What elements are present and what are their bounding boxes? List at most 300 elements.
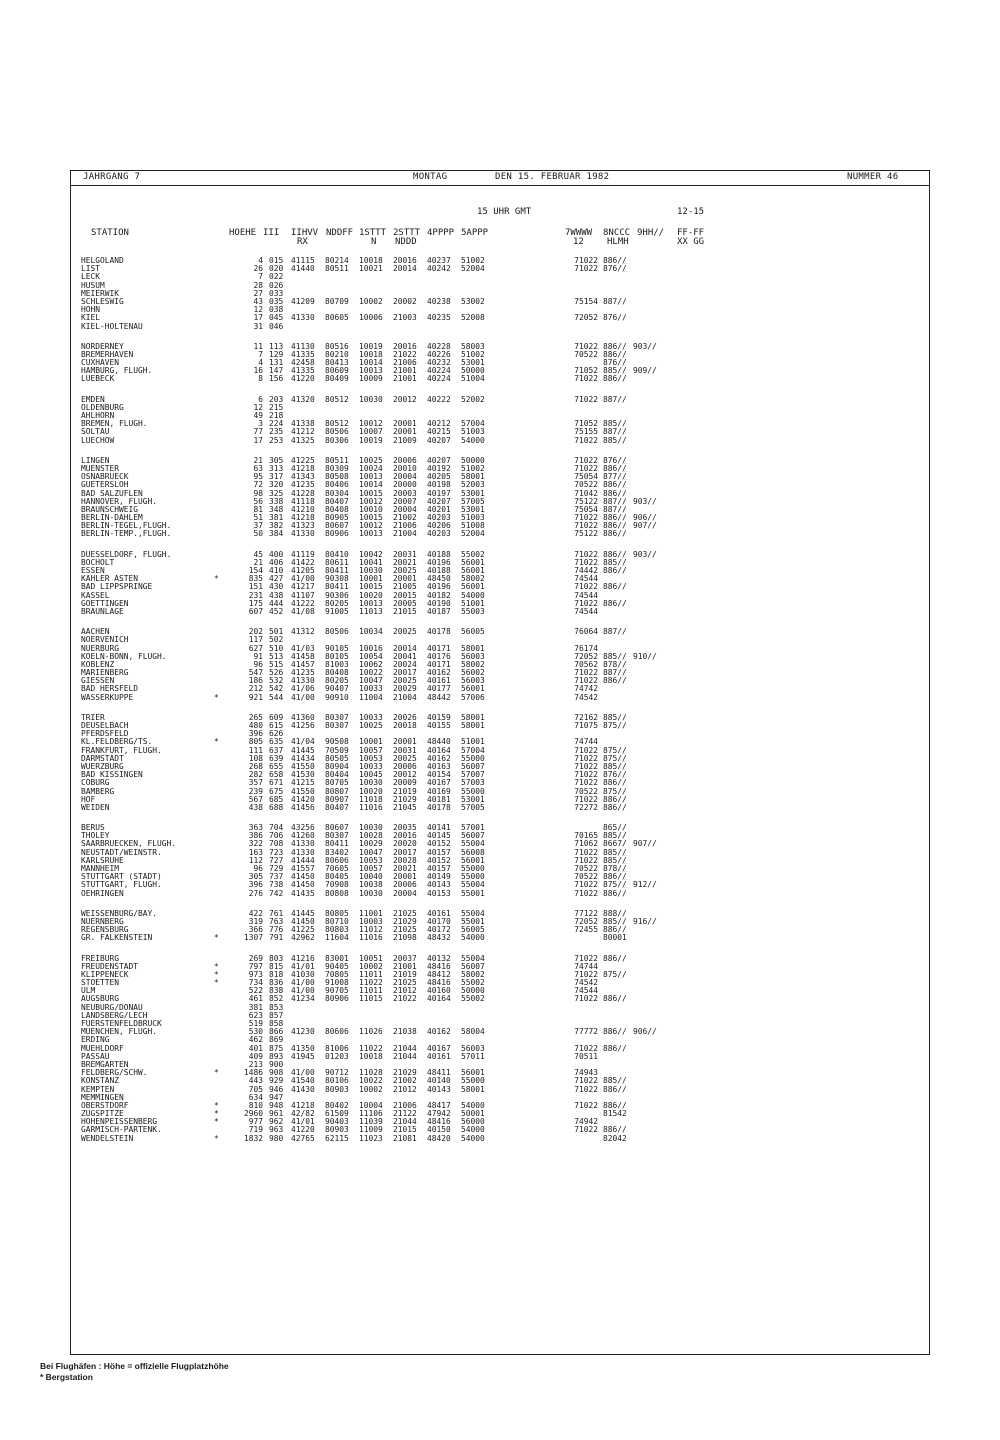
sttt2-value: 20025: [393, 753, 417, 763]
iii-value: 444: [269, 598, 284, 608]
iii-value: 253: [269, 435, 284, 445]
nddff-value: 80506: [325, 427, 349, 437]
mountain-station-marker: *: [214, 692, 219, 702]
station-name: DUESSELDORF, FLUGH.: [81, 549, 172, 559]
hoehe-value: 81: [253, 504, 263, 514]
station-name: BERLIN-TEMP.,FLUGH.: [81, 529, 172, 539]
pppp4-value: 40160: [427, 986, 451, 996]
iii-value: 635: [269, 737, 284, 747]
iihvv-value: 41234: [291, 994, 315, 1004]
iii-value: 502: [269, 635, 284, 645]
iii-value: 131: [269, 358, 284, 368]
pppp4-value: 40157: [427, 864, 451, 873]
iii-value: 685: [269, 794, 284, 804]
appp5-value: 58003: [461, 341, 485, 351]
sttt1-value: 11001: [359, 908, 383, 918]
hoehe-value: 239: [248, 786, 263, 796]
period-range: 12-15: [677, 207, 705, 217]
pppp4-value: 40152: [427, 839, 451, 849]
pppp4-value: 40224: [427, 374, 451, 384]
pppp4-value: 40176: [427, 651, 451, 661]
station-name: BREMERHAVEN: [81, 349, 134, 359]
iihvv-value: 41217: [291, 582, 315, 592]
station-name: GOETTINGEN: [81, 598, 129, 608]
appp5-value: 52004: [461, 264, 485, 274]
appp5-value: 58001: [461, 721, 485, 730]
hoehe-value: 154: [248, 566, 263, 575]
wwww7-value: 74942: [574, 1117, 598, 1127]
wwww7-value: 77772: [574, 1027, 598, 1037]
pppp4-value: 40152: [427, 855, 451, 865]
nddff-value: 01203: [325, 1051, 349, 1061]
hoehe-value: 96: [253, 864, 263, 873]
station-name: LECK: [81, 272, 101, 282]
hoehe-value: 519: [248, 1019, 263, 1028]
nccc8-value: 887//: [603, 668, 627, 678]
station-name: NORDERNEY: [81, 341, 124, 351]
nccc8-value: 887//: [603, 504, 627, 514]
station-table: [81, 257, 921, 1143]
sttt2-value: 20016: [393, 341, 417, 351]
sttt1-value: 10022: [359, 1076, 383, 1086]
station-name: AUGSBURG: [81, 994, 120, 1004]
header-ff-sub: XX GG: [677, 237, 705, 247]
iihvv-value: 41335: [291, 366, 315, 376]
pppp4-value: 40169: [427, 786, 451, 796]
sttt2-value: 21022: [393, 349, 417, 359]
table-row: [81, 849, 921, 857]
appp5-value: 56001: [461, 566, 485, 575]
hoehe-value: 56: [253, 496, 263, 506]
wwww7-value: 71022: [574, 770, 598, 780]
nddff-value: 80511: [325, 455, 349, 465]
pppp4-value: 48432: [427, 933, 451, 943]
sttt2-value: 20017: [393, 847, 417, 857]
iii-value: 348: [269, 504, 284, 514]
sttt2-value: 20029: [393, 684, 417, 694]
nccc8-value: 876//: [603, 358, 627, 368]
appp5-value: 57007: [461, 770, 485, 780]
table-row: [81, 457, 921, 465]
iii-value: 639: [269, 753, 284, 763]
iihvv-value: 41218: [291, 513, 315, 523]
table-row: [81, 1126, 921, 1134]
wwww7-value: 70165: [574, 831, 598, 841]
pppp4-value: 48440: [427, 737, 451, 747]
nddff-value: 80906: [325, 994, 349, 1004]
sttt2-value: 21019: [393, 969, 417, 979]
appp5-value: 56003: [461, 676, 485, 686]
nccc8-value: 885//: [603, 855, 627, 865]
table-row: [81, 628, 921, 636]
sttt1-value: 10047: [359, 676, 383, 686]
nccc8-value: 875//: [603, 880, 627, 890]
appp5-value: 54000: [461, 1100, 485, 1110]
iii-value: 015: [269, 256, 284, 265]
pppp4-value: 40207: [427, 455, 451, 465]
pppp4-value: 40177: [427, 684, 451, 694]
pppp4-value: 40162: [427, 1027, 451, 1037]
nccc8-value: 885//: [603, 712, 627, 722]
pppp4-value: 48420: [427, 1133, 451, 1143]
sttt1-value: 10033: [359, 684, 383, 694]
pppp4-value: 40188: [427, 549, 451, 559]
iii-value: 729: [269, 864, 284, 873]
nddff-value: 80210: [325, 349, 349, 359]
hoehe-value: 461: [248, 994, 263, 1004]
appp5-value: 55002: [461, 549, 485, 559]
nddff-value: 80907: [325, 794, 349, 804]
table-row: [81, 420, 921, 428]
nccc8-value: 875//: [603, 786, 627, 796]
nddff-value: 80404: [325, 770, 349, 780]
sttt2-value: 20012: [393, 394, 417, 404]
iihvv-value: 41338: [291, 419, 315, 429]
nccc8-value: 886//: [603, 1043, 627, 1053]
station-name: BAD SALZUFLEN: [81, 488, 143, 498]
iihvv-value: 41458: [291, 651, 315, 661]
iihvv-value: 41/01: [291, 1117, 315, 1127]
nddff-value: 80705: [325, 778, 349, 788]
nddff-value: 80307: [325, 831, 349, 841]
footnote-mountain-station: * Bergstation: [40, 1372, 93, 1382]
appp5-value: 55001: [461, 888, 485, 898]
hoehe-value: 77: [253, 427, 263, 437]
station-name: KAHLER ASTEN: [81, 574, 139, 584]
hoehe-value: 522: [248, 986, 263, 996]
hoehe-value: 973: [248, 969, 263, 979]
nddff-value: 90306: [325, 590, 349, 600]
appp5-value: 53001: [461, 794, 485, 804]
pppp4-value: 40192: [427, 463, 451, 473]
station-name: BERLIN-DAHLEM: [81, 513, 143, 523]
iii-value: 655: [269, 761, 284, 771]
sttt1-value: 11013: [359, 606, 383, 616]
nccc8-value: 885//: [603, 847, 627, 857]
sttt2-value: 20021: [393, 557, 417, 567]
hoehe-value: 401: [248, 1043, 263, 1053]
sttt1-value: 10030: [359, 566, 383, 575]
table-row: [81, 257, 921, 265]
iii-value: 875: [269, 1043, 284, 1053]
observation-time: 15 UHR GMT: [477, 207, 532, 217]
wwww7-value: 71022: [574, 676, 598, 686]
header-5appp: 5APPP: [461, 228, 489, 238]
wwww7-value: 71022: [574, 394, 598, 404]
sttt1-value: 10012: [359, 496, 383, 506]
nddff-value: 80408: [325, 504, 349, 514]
iihvv-value: 41445: [291, 908, 315, 918]
appp5-value: 57003: [461, 778, 485, 788]
table-row: [81, 1045, 921, 1053]
station-name: BAMBERG: [81, 786, 115, 796]
nccc8-value: 886//: [603, 582, 627, 592]
nccc8-value: 886//: [603, 256, 627, 265]
pppp4-value: 40141: [427, 823, 451, 833]
table-row: [81, 995, 921, 1003]
table-row: [81, 437, 921, 445]
iihvv-value: 42962: [291, 933, 315, 943]
station-name: ESSEN: [81, 566, 105, 575]
iii-value: 203: [269, 394, 284, 404]
hoehe-value: 276: [248, 888, 263, 898]
table-row: [81, 763, 921, 771]
appp5-value: 56003: [461, 1043, 485, 1053]
wwww7-value: 74542: [574, 692, 598, 702]
appp5-value: 58001: [461, 643, 485, 653]
header-ff: FF-FF: [677, 228, 705, 238]
wwww7-value: 74742: [574, 684, 598, 694]
hoehe-value: 111: [248, 745, 263, 755]
sttt2-value: 21002: [393, 513, 417, 523]
nddff-value: 80606: [325, 1027, 349, 1037]
header-station: STATION: [91, 228, 129, 238]
iihvv-value: 41530: [291, 770, 315, 780]
wwww7-value: 74544: [574, 574, 598, 584]
pppp4-value: 40164: [427, 745, 451, 755]
table-row: [81, 592, 921, 600]
header-9hh: 9HH//: [637, 228, 665, 238]
iihvv-value: 41445: [291, 745, 315, 755]
nccc8-value: 886//: [603, 349, 627, 359]
station-name: THOLEY: [81, 831, 110, 841]
pppp4-value: 48450: [427, 574, 451, 584]
station-name: LIST: [81, 264, 101, 274]
nccc8-value: 886//: [603, 1100, 627, 1110]
nddff-value: 80407: [325, 802, 349, 812]
appp5-value: 56001: [461, 557, 485, 567]
table-row: [81, 600, 921, 608]
nddff-value: 80413: [325, 358, 349, 368]
nccc8-value: 876//: [603, 264, 627, 274]
nddff-value: 90508: [325, 737, 349, 747]
station-name: NUERBURG: [81, 643, 120, 653]
pppp4-value: 40140: [427, 1076, 451, 1086]
nddff-value: 62115: [325, 1133, 349, 1143]
hoehe-value: 366: [248, 925, 263, 935]
nddff-value: 80709: [325, 296, 349, 306]
nccc8-value: 875//: [603, 745, 627, 755]
wwww7-value: 74542: [574, 978, 598, 988]
nccc8-value: 886//: [603, 374, 627, 384]
table-row: [81, 1028, 921, 1036]
nccc8-value: 878//: [603, 864, 627, 873]
wwww7-value: 75154: [574, 296, 598, 306]
sttt2-value: 20026: [393, 712, 417, 722]
wwww7-value: 75054: [574, 472, 598, 482]
nddff-value: 70805: [325, 969, 349, 979]
issue-date: DEN 15. FEBRUAR 1982: [495, 172, 610, 182]
table-row: [81, 747, 921, 755]
appp5-value: 52008: [461, 313, 485, 323]
table-row: [81, 926, 921, 934]
station-name: ULM: [81, 986, 96, 996]
station-name: OBERSTDORF: [81, 1100, 129, 1110]
sttt2-value: 20021: [393, 864, 417, 873]
station-name: CUXHAVEN: [81, 358, 120, 368]
pppp4-value: 40132: [427, 953, 451, 963]
iii-value: 675: [269, 786, 284, 796]
pppp4-value: 40190: [427, 598, 451, 608]
iihvv-value: 41434: [291, 753, 315, 763]
nccc8-value: 886//: [603, 872, 627, 882]
station-name: KONSTANZ: [81, 1076, 120, 1086]
sttt2-value: 20009: [393, 778, 417, 788]
sttt1-value: 11028: [359, 1068, 383, 1078]
station-name: HANNOVER, FLUGH.: [81, 496, 158, 506]
header-7wwww: 7WWWW: [565, 228, 593, 238]
sttt2-value: 21009: [393, 435, 417, 445]
table-row: [81, 490, 921, 498]
nddff-value: 80405: [325, 872, 349, 882]
appp5-value: 55000: [461, 872, 485, 882]
pppp4-value: 40205: [427, 472, 451, 482]
iii-value: 615: [269, 721, 284, 730]
wwww7-value: 71022: [574, 435, 598, 445]
iihvv-value: 42765: [291, 1133, 315, 1143]
sttt1-value: 11022: [359, 1043, 383, 1053]
nccc8-value: 876//: [603, 770, 627, 780]
sttt2-value: 20016: [393, 831, 417, 841]
hoehe-value: 530: [248, 1027, 263, 1037]
table-row: [81, 1061, 921, 1069]
wwww7-value: 71022: [574, 264, 598, 274]
appp5-value: 56007: [461, 761, 485, 771]
nccc8-value: 886//: [603, 521, 627, 531]
mountain-station-marker: *: [214, 933, 219, 943]
nddff-value: 90403: [325, 1117, 349, 1127]
pppp4-value: 40197: [427, 488, 451, 498]
sttt1-value: 10018: [359, 349, 383, 359]
nddff-value: 80607: [325, 521, 349, 531]
iii-value: 338: [269, 496, 284, 506]
iihvv-value: 41218: [291, 1100, 315, 1110]
iii-value: 723: [269, 847, 284, 857]
hoehe-value: 108: [248, 753, 263, 763]
hoehe-value: 4: [258, 358, 263, 368]
wwww7-value: 71022: [574, 1084, 598, 1094]
pppp4-value: 40203: [427, 529, 451, 539]
iii-value: 400: [269, 549, 284, 559]
appp5-value: 55004: [461, 908, 485, 918]
group-separator: [81, 539, 921, 551]
iihvv-value: 41323: [291, 521, 315, 531]
pppp4-value: 40162: [427, 668, 451, 678]
hoehe-value: 7: [258, 272, 263, 282]
appp5-value: 58002: [461, 659, 485, 669]
iii-value: 515: [269, 659, 284, 669]
appp5-value: 56001: [461, 855, 485, 865]
hoehe-value: 835: [248, 574, 263, 584]
report-frame: [70, 170, 930, 1355]
nddff-value: 80411: [325, 566, 349, 575]
sttt2-value: 20025: [393, 676, 417, 686]
header-nddff: NDDFF: [326, 228, 354, 238]
station-name: HOF: [81, 794, 96, 804]
hoehe-value: 443: [248, 1076, 263, 1086]
station-name: BAD KISSINGEN: [81, 770, 143, 780]
hoehe-value: 16: [253, 366, 263, 376]
wwww7-value: 77122: [574, 908, 598, 918]
nccc8-value: 886//: [603, 1125, 627, 1135]
iii-value: 045: [269, 313, 284, 323]
sttt2-value: 21012: [393, 1084, 417, 1094]
hoehe-value: 212: [248, 684, 263, 694]
iihvv-value: 41130: [291, 341, 315, 351]
iii-value: 763: [269, 916, 284, 926]
table-row: [81, 771, 921, 779]
pppp4-value: 40149: [427, 872, 451, 882]
nddff-value: 90705: [325, 986, 349, 996]
hoehe-value: 357: [248, 778, 263, 788]
iii-value: 020: [269, 264, 284, 274]
hh9-value: 906//: [633, 513, 657, 523]
hoehe-value: 322: [248, 839, 263, 849]
appp5-value: 55004: [461, 880, 485, 890]
sttt2-value: 21006: [393, 358, 417, 368]
sttt1-value: 11009: [359, 1125, 383, 1135]
sttt1-value: 10025: [359, 455, 383, 465]
iihvv-value: 41260: [291, 831, 315, 841]
nddff-value: 90407: [325, 684, 349, 694]
sttt1-value: 10054: [359, 651, 383, 661]
pppp4-value: 48412: [427, 969, 451, 979]
table-row: [81, 359, 921, 367]
station-name: AACHEN: [81, 627, 110, 637]
hoehe-value: 2960: [243, 1109, 263, 1119]
nddff-value: 80105: [325, 651, 349, 661]
iihvv-value: 41420: [291, 794, 315, 804]
wwww7-value: 75155: [574, 427, 598, 437]
appp5-value: 58001: [461, 1084, 485, 1094]
sttt2-value: 21015: [393, 606, 417, 616]
appp5-value: 51002: [461, 349, 485, 359]
appp5-value: 50000: [461, 366, 485, 376]
sttt1-value: 10014: [359, 480, 383, 490]
hoehe-value: 117: [248, 635, 263, 645]
hh9-value: 907//: [633, 839, 657, 849]
hoehe-value: 921: [248, 692, 263, 702]
appp5-value: 54000: [461, 590, 485, 600]
nccc8-value: 886//: [603, 953, 627, 963]
nccc8-value: 886//: [603, 463, 627, 473]
hoehe-value: 4: [258, 256, 263, 265]
sttt2-value: 20001: [393, 574, 417, 584]
wwww7-value: 71022: [574, 668, 598, 678]
iii-value: 948: [269, 1100, 284, 1110]
station-name: SCHLESWIG: [81, 296, 124, 306]
wwww7-value: 71052: [574, 366, 598, 376]
wwww7-value: 71022: [574, 557, 598, 567]
table-row: [81, 506, 921, 514]
table-row: [81, 779, 921, 787]
pppp4-value: 40155: [427, 721, 451, 730]
sttt2-value: 21015: [393, 1125, 417, 1135]
wwww7-value: 71022: [574, 463, 598, 473]
sttt1-value: 10010: [359, 504, 383, 514]
table-row: [81, 873, 921, 881]
pppp4-value: 40167: [427, 778, 451, 788]
table-row: [81, 323, 921, 331]
iihvv-value: 41/01: [291, 961, 315, 971]
pppp4-value: 40235: [427, 313, 451, 323]
iii-value: 532: [269, 676, 284, 686]
iii-value: 866: [269, 1027, 284, 1037]
sttt1-value: 11026: [359, 1027, 383, 1037]
wwww7-value: 70522: [574, 349, 598, 359]
station-name: KOBLENZ: [81, 659, 115, 669]
iihvv-value: 41210: [291, 504, 315, 514]
